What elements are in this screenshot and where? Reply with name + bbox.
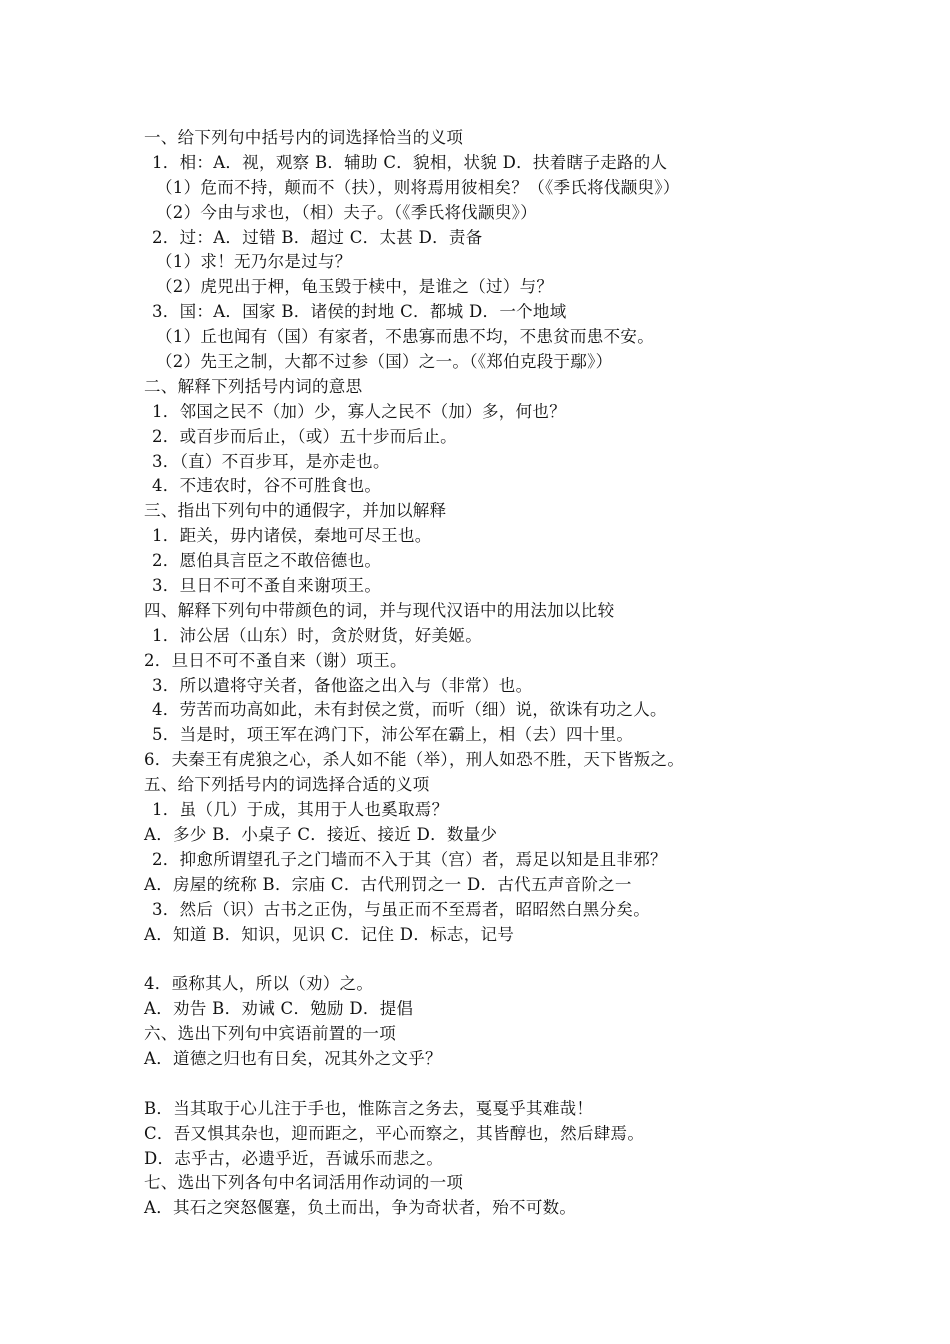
text-line: （2）先王之制，大都不过参（国）之一。（《郑伯克段于鄢》） xyxy=(156,352,613,372)
text-line: 3．旦日不可不蚤自来谢项王。 xyxy=(152,576,382,596)
text-line: A．道德之归也有日矣，况其外之文乎？ xyxy=(144,1048,442,1068)
text-line: 4．亟称其人，所以（劝）之。 xyxy=(144,974,374,994)
text-line: 4．劳苦而功高如此，未有封侯之赏，而听（细）说，欲诛有功之人。 xyxy=(152,700,667,720)
text-line: B．当其取于心儿注于手也，惟陈言之务去，戛戛乎其难哉！ xyxy=(144,1098,594,1118)
text-line: （2）虎兕出于柙，龟玉毁于椟中，是谁之（过）与？ xyxy=(156,277,554,297)
text-line: 四、解释下列句中带颜色的词，并与现代汉语中的用法加以比较 xyxy=(144,600,615,620)
text-line: A．房屋的统称 B．宗庙 C．古代刑罚之一 D．古代五声音阶之一 xyxy=(144,874,632,894)
blank-line xyxy=(144,947,924,972)
text-line: （1）危而不持，颠而不（扶），则将焉用彼相矣？（《季氏将伐颛臾》） xyxy=(156,177,680,197)
text-line: （2）今由与求也，（相）夫子。（《季氏将伐颛臾》） xyxy=(156,202,537,222)
text-line: 3．然后（识）古书之正伪，与虽正而不至焉者，昭昭然白黑分矣。 xyxy=(152,899,650,919)
text-line: 3．所以遣将守关者，备他盗之出入与（非常）也。 xyxy=(152,675,533,695)
text-line: A．其石之突怒偃蹇，负土而出，争为奇状者，殆不可数。 xyxy=(144,1198,577,1218)
text-line: D．志乎古，必遗乎近，吾诚乐而悲之。 xyxy=(144,1148,444,1168)
text-line: C．吾又惧其杂也，迎而距之，平心而察之，其皆醇也，然后肆焉。 xyxy=(144,1123,645,1143)
text-line: 2．旦日不可不蚤自来（谢）项王。 xyxy=(144,650,407,670)
text-line: 三、指出下列句中的通假字，并加以解释 xyxy=(144,501,447,521)
text-line: 六、选出下列句中宾语前置的一项 xyxy=(144,1024,396,1044)
text-line: 6．夫秦王有虎狼之心，杀人如不能（举），刑人如恐不胜，天下皆叛之。 xyxy=(144,750,685,770)
text-line: A．知道 B．知识，见识 C．记住 D．标志，记号 xyxy=(144,924,515,944)
document-body xyxy=(144,126,924,1221)
text-line: 1．邻国之民不（加）少，寡人之民不（加）多，何也？ xyxy=(152,401,566,421)
text-line: 5．当是时，项王军在鸿门下，沛公军在霸上，相（去）四十里。 xyxy=(152,725,634,745)
text-line: 2．或百步而后止，（或）五十步而后止。 xyxy=(152,426,457,446)
text-line: 3．（直）不百步耳，是亦走也。 xyxy=(152,451,390,471)
text-line: 1．沛公居（山东）时，贪於财货，好美姬。 xyxy=(152,625,482,645)
text-line: （1）求！无乃尔是过与？ xyxy=(156,252,352,272)
text-line: 2．过：A．过错 B．超过 C．太甚 D．责备 xyxy=(152,227,483,247)
text-line: （1）丘也闻有（国）有家者，不患寡而患不均，不患贫而患不安。 xyxy=(156,327,654,347)
text-line: A．多少 B．小桌子 C．接近、接近 D．数量少 xyxy=(144,824,498,844)
text-line: 二、解释下列括号内词的意思 xyxy=(144,376,363,396)
text-line: 七、选出下列各句中名词活用作动词的一项 xyxy=(144,1173,464,1193)
text-line: 2．愿伯具言臣之不敢倍德也。 xyxy=(152,551,382,571)
text-line: 一、给下列句中括号内的词选择恰当的义项 xyxy=(144,128,464,147)
text-line: 3．国：A．国家 B．诸侯的封地 C．都城 D．一个地域 xyxy=(152,302,567,322)
text-line: 1．虽（几）于成，其用于人也奚取焉？ xyxy=(152,800,449,820)
text-line: 1．距关，毋内诸侯，秦地可尽王也。 xyxy=(152,526,432,546)
text-line: 4．不违农时，谷不可胜食也。 xyxy=(152,476,382,496)
text-line: 1．相：A．视，观察 B．辅助 C．貌相，状貌 D．扶着瞎子走路的人 xyxy=(152,152,668,172)
text-line: 五、给下列括号内的词选择合适的义项 xyxy=(144,775,430,795)
text-line: 2．抑愈所谓望孔子之门墙而不入于其（宫）者，焉足以知是且非邪？ xyxy=(152,849,667,869)
blank-line xyxy=(144,1072,924,1097)
text-line: A．劝告 B．劝诫 C．勉励 D．提倡 xyxy=(144,999,414,1019)
